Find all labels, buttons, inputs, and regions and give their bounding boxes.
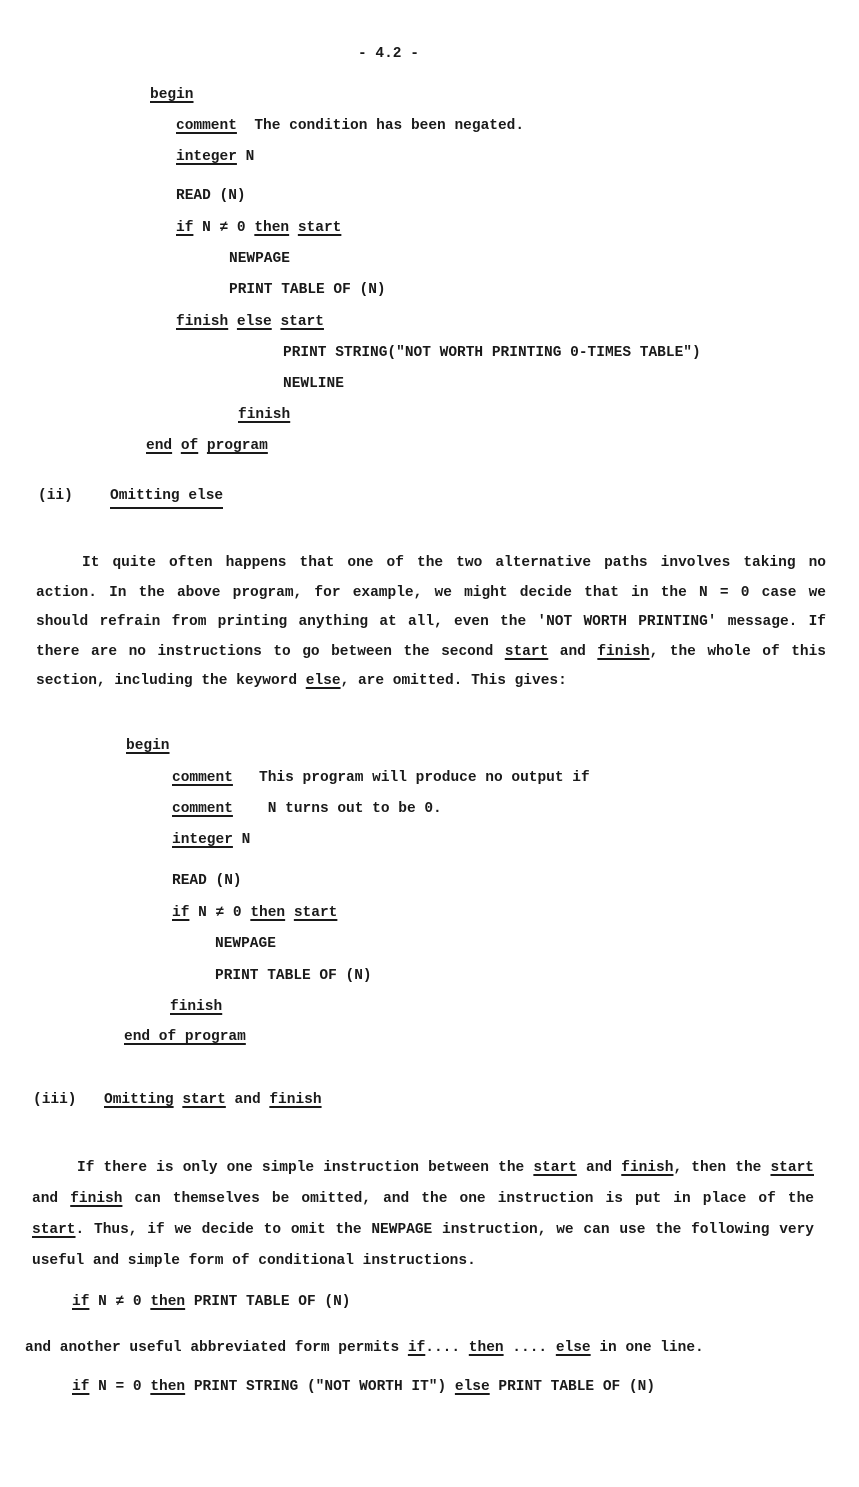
example-1 [72,1293,350,1311]
keyword-else: else [454,1379,490,1395]
ex-rest: PRINT TABLE OF (N) [498,1379,656,1395]
section-iii-number: (iii) [33,1092,77,1108]
para-start: start [533,1160,577,1176]
code2-end-of-program: end of program [124,1029,246,1045]
section-iii-title-a: Omitting [104,1092,174,1108]
section-iii-title-d: finish [269,1092,322,1108]
para-finish: finish [597,643,650,660]
para-text: If there is only one simple instruction between the [77,1160,534,1176]
code-if-line [176,219,341,237]
keyword-program: program [206,438,268,454]
code-begin: begin [150,87,194,103]
keyword-of: of [180,438,199,454]
para-start: start [504,643,549,660]
keyword-if: if [72,1379,90,1395]
para-text: . Thus, if we decide to omit the NEWPAGE instruction, we can use the following very useful and simple form of conditional instructions. [32,1222,814,1269]
code2-if-line [172,904,337,922]
para-if: if [407,1340,426,1356]
section-iii-title-c: and [234,1092,261,1108]
code2-finish: finish [170,999,223,1015]
section-iii-title [104,1091,322,1109]
para-text: and [32,1191,71,1207]
para-finish: finish [621,1160,674,1176]
ex-condition: N ≠ 0 [98,1294,142,1310]
code2-integer [172,831,250,849]
keyword-if: if [176,220,194,236]
code2-newpage: NEWPAGE [215,936,276,952]
section-ii-paragraph [36,549,826,697]
comment-text: This program will produce no output if [259,770,590,786]
code2-comment1 [172,769,590,787]
keyword-if: if [72,1294,90,1310]
comment-text: N turns out to be 0. [267,801,442,817]
if-condition: N ≠ 0 [202,220,246,236]
keyword-start: start [280,314,324,330]
para-text: , the whole of this section, including the keyword [36,643,826,689]
section-ii-title [110,487,223,509]
para-then: then [468,1340,504,1356]
keyword-start: start [293,905,338,921]
para-text: .... [503,1340,556,1356]
para-text: can themselves be omitted, and the one instruction is put in place of the [122,1191,815,1207]
section-ii-number: (ii) [38,488,73,504]
code2-read: READ (N) [172,873,242,889]
keyword-integer: integer [176,149,237,165]
code-newline: NEWLINE [283,376,344,392]
integer-var: N [245,149,255,165]
para-else: else [555,1340,591,1356]
ex-condition: N = 0 [98,1379,142,1395]
keyword-comment: comment [172,801,233,817]
code-newpage: NEWPAGE [229,251,290,267]
para-finish: finish [70,1191,123,1207]
page-number: - 4.2 - [358,46,419,62]
paragraph-2 [25,1339,704,1357]
code-print-table: PRINT TABLE OF (N) [229,282,386,298]
integer-var: N [241,832,251,848]
code-read: READ (N) [176,188,246,204]
para-else: else [305,673,341,689]
para-text: , then the [673,1160,771,1176]
code-finish: finish [238,407,291,423]
para-start: start [32,1222,76,1238]
keyword-comment: comment [172,770,233,786]
code2-print-table: PRINT TABLE OF (N) [215,968,372,984]
code-comment-line [176,117,524,135]
code-print-string: PRINT STRING("NOT WORTH PRINTING 0-TIMES TABLE") [283,345,701,361]
keyword-finish: finish [176,314,229,330]
code2-comment2 [172,800,442,818]
keyword-then: then [150,1379,186,1395]
keyword-start: start [297,220,342,236]
comment-text: The condition has been negated. [254,118,525,134]
para-text: and [576,1160,622,1176]
ex-rest: PRINT TABLE OF (N) [193,1294,351,1310]
keyword-end: end [146,438,173,454]
section-iii-paragraph [32,1153,814,1277]
keyword-comment: comment [176,118,237,134]
section-iii-title-b: start [182,1092,226,1108]
para-text: and [548,643,598,660]
code-integer-line [176,148,254,166]
section-ii-title-a: Omitting [110,488,180,504]
para-start: start [770,1160,814,1176]
example-2 [72,1378,655,1396]
para-text: It quite often happens that one of the two alternative paths involves taking no action. In the above program, for example, we might decide that in the N = 0 case we should refrain from printing anything at all, even the 'NOT WORTH PRINTING' message. If there are no instructions to go between the second [36,555,826,660]
para-text: , are omitted. This gives: [340,673,567,689]
para-text: in one line. [590,1340,704,1356]
keyword-then: then [254,220,290,236]
code2-begin: begin [126,738,170,754]
ex-mid: PRINT STRING ("NOT WORTH IT") [193,1379,447,1395]
keyword-then: then [150,1294,186,1310]
section-ii-title-b: else [188,488,224,504]
keyword-if: if [172,905,190,921]
keyword-else: else [236,314,272,330]
para-text: and another useful abbreviated form permits [25,1340,408,1356]
code-end-of-program [146,437,268,455]
code-finish-else-line [176,313,324,331]
keyword-then: then [250,905,286,921]
keyword-integer: integer [172,832,233,848]
para-text: .... [425,1340,469,1356]
if-condition: N ≠ 0 [198,905,242,921]
